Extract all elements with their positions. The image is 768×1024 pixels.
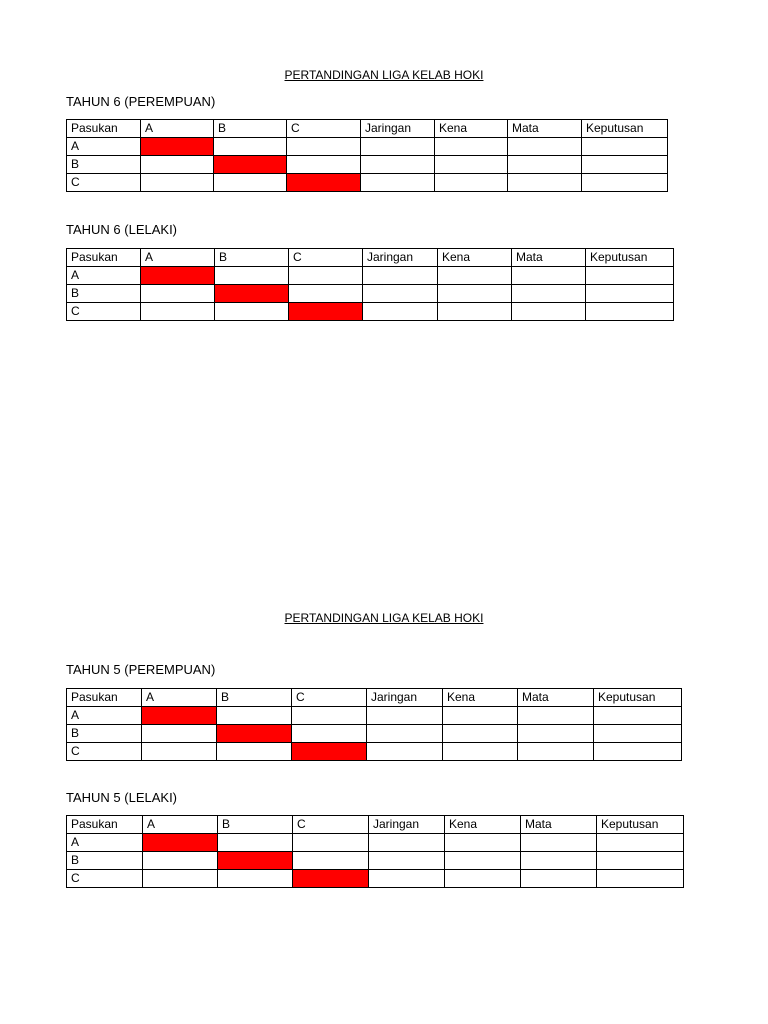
empty-cell — [512, 267, 586, 285]
team-row — [67, 303, 674, 321]
header-cell: A — [141, 249, 215, 267]
title-bottom: PERTANDINGAN LIGA KELAB HOKI — [284, 611, 484, 625]
header-cell: C — [289, 249, 363, 267]
section-heading-tahun6-lelaki: TAHUN 6 (LELAKI) — [66, 222, 178, 237]
empty-cell — [512, 303, 586, 321]
empty-cell — [214, 174, 287, 192]
empty-cell — [143, 852, 218, 870]
empty-cell — [293, 852, 369, 870]
team-label: B — [67, 725, 142, 743]
header-cell: Keputusan — [586, 249, 674, 267]
header-cell: Jaringan — [367, 689, 443, 707]
empty-cell — [217, 707, 292, 725]
header-cell: Mata — [518, 689, 594, 707]
header-cell: C — [287, 120, 361, 138]
header-cell: C — [293, 816, 369, 834]
empty-cell — [369, 834, 445, 852]
team-label: A — [67, 707, 142, 725]
league-table-tahun5-perempuan — [66, 688, 682, 761]
empty-cell — [217, 743, 292, 761]
team-label: B — [67, 852, 143, 870]
team-row — [67, 285, 674, 303]
blocked-cell — [141, 138, 214, 156]
empty-cell — [443, 725, 518, 743]
empty-cell — [521, 852, 597, 870]
header-cell: A — [142, 689, 217, 707]
league-table-tahun5-lelaki — [66, 815, 684, 888]
empty-cell — [438, 267, 512, 285]
team-label: B — [67, 156, 141, 174]
header-row — [67, 816, 684, 834]
empty-cell — [445, 834, 521, 852]
header-row — [67, 120, 668, 138]
section-heading-tahun6-perempuan: TAHUN 6 (PEREMPUAN) — [66, 94, 216, 109]
header-cell: Jaringan — [363, 249, 438, 267]
header-cell: Kena — [445, 816, 521, 834]
empty-cell — [594, 707, 682, 725]
header-cell: Pasukan — [67, 120, 141, 138]
empty-cell — [369, 870, 445, 888]
empty-cell — [287, 138, 361, 156]
header-cell: Mata — [508, 120, 582, 138]
empty-cell — [292, 707, 367, 725]
empty-cell — [445, 852, 521, 870]
team-label: A — [67, 834, 143, 852]
empty-cell — [438, 303, 512, 321]
header-row — [67, 689, 682, 707]
blocked-cell — [292, 743, 367, 761]
empty-cell — [586, 303, 674, 321]
team-row — [67, 870, 684, 888]
team-label: B — [67, 285, 141, 303]
empty-cell — [363, 267, 438, 285]
empty-cell — [597, 852, 684, 870]
team-row — [67, 174, 668, 192]
header-cell: Jaringan — [361, 120, 435, 138]
blocked-cell — [218, 852, 293, 870]
header-cell: Keputusan — [597, 816, 684, 834]
empty-cell — [508, 138, 582, 156]
team-label: A — [67, 138, 141, 156]
team-row — [67, 267, 674, 285]
team-label: C — [67, 870, 143, 888]
empty-cell — [445, 870, 521, 888]
header-cell: A — [141, 120, 214, 138]
empty-cell — [143, 870, 218, 888]
title-top: PERTANDINGAN LIGA KELAB HOKI — [284, 68, 484, 82]
blocked-cell — [214, 156, 287, 174]
header-cell: Pasukan — [67, 816, 143, 834]
header-cell: Kena — [443, 689, 518, 707]
empty-cell — [594, 725, 682, 743]
empty-cell — [361, 156, 435, 174]
team-row — [67, 743, 682, 761]
team-label: C — [67, 174, 141, 192]
header-cell: A — [143, 816, 218, 834]
blocked-cell — [141, 267, 215, 285]
empty-cell — [582, 174, 668, 192]
header-cell: Pasukan — [67, 689, 142, 707]
empty-cell — [141, 156, 214, 174]
empty-cell — [367, 725, 443, 743]
header-cell: Jaringan — [369, 816, 445, 834]
blocked-cell — [217, 725, 292, 743]
empty-cell — [361, 138, 435, 156]
empty-cell — [582, 156, 668, 174]
empty-cell — [367, 707, 443, 725]
empty-cell — [435, 174, 508, 192]
header-cell: C — [292, 689, 367, 707]
empty-cell — [435, 156, 508, 174]
blocked-cell — [215, 285, 289, 303]
empty-cell — [512, 285, 586, 303]
blocked-cell — [287, 174, 361, 192]
empty-cell — [141, 174, 214, 192]
team-row — [67, 138, 668, 156]
league-table-tahun6-perempuan — [66, 119, 668, 192]
empty-cell — [218, 834, 293, 852]
header-cell: Kena — [438, 249, 512, 267]
empty-cell — [289, 267, 363, 285]
empty-cell — [586, 267, 674, 285]
empty-cell — [508, 156, 582, 174]
team-label: C — [67, 303, 141, 321]
empty-cell — [363, 303, 438, 321]
empty-cell — [289, 285, 363, 303]
empty-cell — [443, 707, 518, 725]
header-row — [67, 249, 674, 267]
blocked-cell — [289, 303, 363, 321]
empty-cell — [293, 834, 369, 852]
empty-cell — [214, 138, 287, 156]
empty-cell — [597, 834, 684, 852]
header-cell: Mata — [521, 816, 597, 834]
empty-cell — [521, 870, 597, 888]
empty-cell — [518, 725, 594, 743]
empty-cell — [521, 834, 597, 852]
empty-cell — [363, 285, 438, 303]
empty-cell — [435, 138, 508, 156]
empty-cell — [142, 725, 217, 743]
empty-cell — [369, 852, 445, 870]
empty-cell — [141, 285, 215, 303]
section-heading-tahun5-lelaki: TAHUN 5 (LELAKI) — [66, 790, 178, 805]
empty-cell — [582, 138, 668, 156]
blocked-cell — [142, 707, 217, 725]
team-row — [67, 852, 684, 870]
blocked-cell — [143, 834, 218, 852]
section-heading-tahun5-perempuan: TAHUN 5 (PEREMPUAN) — [66, 662, 216, 677]
header-cell: B — [215, 249, 289, 267]
empty-cell — [597, 870, 684, 888]
empty-cell — [361, 174, 435, 192]
team-row — [67, 156, 668, 174]
team-row — [67, 725, 682, 743]
team-row — [67, 834, 684, 852]
empty-cell — [218, 870, 293, 888]
team-row — [67, 707, 682, 725]
header-cell: Keputusan — [582, 120, 668, 138]
league-table-tahun6-lelaki — [66, 248, 674, 321]
empty-cell — [287, 156, 361, 174]
empty-cell — [443, 743, 518, 761]
empty-cell — [215, 267, 289, 285]
empty-cell — [292, 725, 367, 743]
header-cell: B — [217, 689, 292, 707]
empty-cell — [518, 707, 594, 725]
empty-cell — [141, 303, 215, 321]
empty-cell — [215, 303, 289, 321]
header-cell: Kena — [435, 120, 508, 138]
empty-cell — [518, 743, 594, 761]
header-cell: Keputusan — [594, 689, 682, 707]
empty-cell — [586, 285, 674, 303]
header-cell: B — [218, 816, 293, 834]
empty-cell — [367, 743, 443, 761]
header-cell: Pasukan — [67, 249, 141, 267]
empty-cell — [508, 174, 582, 192]
blocked-cell — [293, 870, 369, 888]
team-label: C — [67, 743, 142, 761]
team-label: A — [67, 267, 141, 285]
header-cell: B — [214, 120, 287, 138]
empty-cell — [142, 743, 217, 761]
empty-cell — [594, 743, 682, 761]
empty-cell — [438, 285, 512, 303]
header-cell: Mata — [512, 249, 586, 267]
